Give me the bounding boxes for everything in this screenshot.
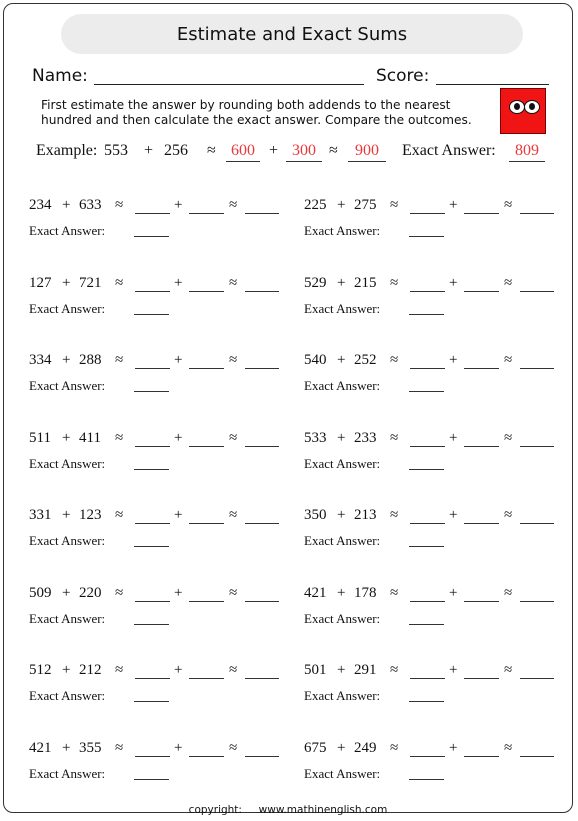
exact-answer-label: Exact Answer:: [304, 533, 381, 548]
addend-a: 512: [29, 662, 52, 678]
exact-answer-blank[interactable]: [409, 391, 444, 392]
approx-sign: ≈: [115, 274, 124, 291]
addend-a: 540: [304, 352, 327, 368]
copyright-label: copyright:: [188, 804, 242, 816]
approx-sign: ≈: [504, 429, 513, 446]
estimate-b-blank[interactable]: [464, 446, 499, 447]
plus-sign: +: [174, 584, 183, 601]
addend-b: 355: [79, 739, 102, 756]
estimate-b-blank[interactable]: [189, 291, 224, 292]
name-label: Name:: [32, 66, 88, 86]
addend-a: 127: [29, 274, 52, 291]
addend-b: 215: [354, 274, 377, 291]
approx-sign: ≈: [504, 739, 513, 756]
exact-answer-label: Exact Answer:: [304, 765, 381, 781]
approx-sign: ≈: [229, 584, 238, 601]
problem-9: [29, 507, 289, 557]
estimate-a-blank[interactable]: [135, 291, 170, 292]
addend-b: 275: [354, 197, 377, 213]
problem-16: [304, 740, 564, 790]
plus-sign: +: [174, 429, 183, 446]
approx-sign: ≈: [390, 739, 399, 756]
estimate-a-blank[interactable]: [410, 601, 445, 602]
plus-sign: +: [62, 429, 71, 446]
exact-answer-label: Exact Answer:: [304, 223, 381, 238]
estimate-sum-blank[interactable]: [245, 678, 279, 679]
approx-sign: ≈: [390, 197, 399, 213]
problem-6: [304, 352, 564, 402]
copyright-url[interactable]: www.mathinenglish.com: [258, 804, 388, 816]
plus-sign: +: [337, 352, 346, 368]
addend-b: 233: [354, 429, 377, 446]
plus-sign: +: [62, 739, 71, 756]
example-addend-b: 256: [164, 142, 188, 159]
score-field[interactable]: [436, 84, 549, 85]
addend-b: 721: [79, 274, 102, 291]
exact-answer-blank[interactable]: [409, 779, 444, 780]
exact-answer-blank[interactable]: [409, 624, 444, 625]
addend-b: 178: [354, 584, 377, 601]
exact-answer-blank[interactable]: [134, 624, 169, 625]
exact-answer-blank[interactable]: [134, 779, 169, 780]
approx-sign: ≈: [229, 352, 238, 368]
estimate-b-blank[interactable]: [464, 213, 499, 214]
plus-sign: +: [449, 507, 458, 523]
exact-answer-blank[interactable]: [134, 314, 169, 315]
plus-sign: +: [62, 662, 71, 678]
approx-sign: ≈: [504, 352, 513, 368]
estimate-sum-blank[interactable]: [520, 678, 554, 679]
estimate-sum-blank[interactable]: [245, 756, 279, 757]
exact-answer-label: Exact Answer:: [304, 378, 381, 393]
plus-sign: +: [449, 352, 458, 368]
estimate-sum-blank[interactable]: [520, 213, 554, 214]
estimate-a-blank[interactable]: [410, 756, 445, 757]
exact-answer-label: Exact Answer:: [304, 610, 381, 626]
approx-sign: ≈: [504, 507, 513, 523]
approx-sign: ≈: [229, 197, 238, 213]
plus-sign: +: [449, 197, 458, 213]
example-addend-a: 553: [104, 142, 128, 159]
estimate-b-blank[interactable]: [464, 368, 499, 369]
estimate-b-blank[interactable]: [189, 213, 224, 214]
owl-left-eye-icon: [509, 100, 525, 114]
estimate-sum-blank[interactable]: [245, 291, 279, 292]
estimate-b-blank[interactable]: [189, 756, 224, 757]
exact-answer-blank[interactable]: [409, 546, 444, 547]
exact-answer-blank[interactable]: [134, 236, 169, 237]
addend-a: 225: [304, 197, 327, 213]
estimate-b-blank[interactable]: [189, 601, 224, 602]
estimate-a-blank[interactable]: [410, 213, 445, 214]
exact-answer-blank[interactable]: [134, 391, 169, 392]
exact-answer-blank[interactable]: [409, 236, 444, 237]
example-row: [36, 142, 556, 166]
estimate-sum-blank[interactable]: [520, 291, 554, 292]
example-approx-2: ≈: [329, 142, 338, 159]
approx-sign: ≈: [390, 584, 399, 601]
exact-answer-blank[interactable]: [134, 546, 169, 547]
example-plus: +: [144, 142, 154, 159]
addend-a: 529: [304, 274, 327, 291]
exact-answer-blank[interactable]: [134, 701, 169, 702]
problem-15: [29, 740, 289, 790]
addend-a: 234: [29, 197, 52, 213]
plus-sign: +: [62, 584, 71, 601]
example-approx-1: ≈: [207, 142, 216, 159]
owl-mascot-icon: [500, 88, 546, 134]
plus-sign: +: [62, 197, 71, 213]
addend-a: 334: [29, 352, 52, 368]
problem-14: [304, 662, 564, 712]
approx-sign: ≈: [229, 507, 238, 523]
approx-sign: ≈: [390, 352, 399, 368]
estimate-a-blank[interactable]: [135, 678, 170, 679]
plus-sign: +: [449, 739, 458, 756]
estimate-a-blank[interactable]: [410, 368, 445, 369]
approx-sign: ≈: [115, 429, 124, 446]
name-field[interactable]: [94, 84, 364, 85]
estimate-b-blank[interactable]: [189, 446, 224, 447]
estimate-a-blank[interactable]: [410, 446, 445, 447]
addend-b: 633: [79, 197, 102, 213]
plus-sign: +: [174, 274, 183, 291]
estimate-a-blank[interactable]: [135, 523, 170, 524]
addend-a: 533: [304, 429, 327, 446]
estimate-sum-blank[interactable]: [520, 446, 554, 447]
addend-b: 123: [79, 507, 102, 523]
plus-sign: +: [337, 584, 346, 601]
approx-sign: ≈: [390, 429, 399, 446]
estimate-sum-blank[interactable]: [520, 601, 554, 602]
estimate-sum-blank[interactable]: [520, 523, 554, 524]
exact-answer-label: Exact Answer:: [29, 610, 106, 626]
estimate-b-blank[interactable]: [464, 291, 499, 292]
estimate-sum-blank[interactable]: [520, 368, 554, 369]
exact-answer-blank[interactable]: [409, 314, 444, 315]
approx-sign: ≈: [504, 662, 513, 678]
plus-sign: +: [62, 274, 71, 291]
plus-sign: +: [174, 662, 183, 678]
estimate-b-blank[interactable]: [189, 678, 224, 679]
exact-answer-blank[interactable]: [409, 701, 444, 702]
plus-sign: +: [62, 507, 71, 523]
problem-10: [304, 507, 564, 557]
estimate-a-blank[interactable]: [135, 368, 170, 369]
problem-3: [29, 275, 289, 325]
exact-answer-label: Exact Answer:: [29, 300, 106, 316]
addend-b: 212: [79, 662, 102, 678]
estimate-a-blank[interactable]: [410, 291, 445, 292]
problem-2: [304, 197, 564, 247]
exact-answer-blank[interactable]: [409, 469, 444, 470]
copyright-footer: [4, 804, 572, 816]
estimate-sum-blank[interactable]: [245, 368, 279, 369]
plus-sign: +: [337, 274, 346, 291]
plus-sign: +: [62, 352, 71, 368]
approx-sign: ≈: [504, 274, 513, 291]
exact-answer-label: Exact Answer:: [304, 300, 381, 316]
approx-sign: ≈: [115, 584, 124, 601]
plus-sign: +: [449, 584, 458, 601]
addend-a: 350: [304, 507, 327, 523]
estimate-a-blank[interactable]: [410, 678, 445, 679]
approx-sign: ≈: [390, 274, 399, 291]
approx-sign: ≈: [504, 584, 513, 601]
example-exact-label: Exact Answer:: [402, 142, 496, 159]
estimate-b-blank[interactable]: [189, 523, 224, 524]
example-estimate-sum: 900: [348, 142, 386, 162]
estimate-a-blank[interactable]: [135, 601, 170, 602]
problem-12: [304, 585, 564, 635]
estimate-a-blank[interactable]: [135, 446, 170, 447]
plus-sign: +: [337, 197, 346, 213]
problem-11: [29, 585, 289, 635]
worksheet-title: Estimate and Exact Sums: [61, 14, 523, 54]
plus-sign: +: [337, 507, 346, 523]
score-label: Score:: [376, 66, 430, 86]
problem-1: [29, 197, 289, 247]
approx-sign: ≈: [229, 429, 238, 446]
owl-right-eye-icon: [524, 100, 540, 114]
addend-b: 213: [354, 507, 377, 523]
approx-sign: ≈: [229, 739, 238, 756]
example-label: Example:: [36, 142, 98, 159]
estimate-sum-blank[interactable]: [245, 446, 279, 447]
plus-sign: +: [174, 739, 183, 756]
exact-answer-blank[interactable]: [134, 469, 169, 470]
approx-sign: ≈: [115, 507, 124, 523]
plus-sign: +: [174, 197, 183, 213]
exact-answer-label: Exact Answer:: [29, 223, 106, 238]
plus-sign: +: [337, 662, 346, 678]
problem-13: [29, 662, 289, 712]
example-plus-2: +: [269, 142, 279, 159]
addend-a: 675: [304, 739, 327, 756]
plus-sign: +: [449, 429, 458, 446]
addend-a: 421: [29, 739, 52, 756]
worksheet-page: [3, 3, 573, 816]
plus-sign: +: [449, 662, 458, 678]
addend-a: 501: [304, 662, 327, 678]
exact-answer-label: Exact Answer:: [29, 378, 106, 393]
problem-5: [29, 352, 289, 402]
instructions: First estimate the answer by rounding both addends to the nearest hundred and then calculate the exact answer. Compare the outcomes.: [41, 98, 472, 127]
approx-sign: ≈: [229, 662, 238, 678]
example-estimate-b: 300: [286, 142, 322, 162]
approx-sign: ≈: [115, 197, 124, 213]
estimate-sum-blank[interactable]: [245, 523, 279, 524]
problem-8: [304, 430, 564, 480]
addend-a: 421: [304, 584, 327, 601]
plus-sign: +: [337, 429, 346, 446]
addend-b: 249: [354, 739, 377, 756]
estimate-b-blank[interactable]: [464, 523, 499, 524]
exact-answer-label: Exact Answer:: [29, 455, 106, 471]
plus-sign: +: [174, 507, 183, 523]
problem-7: [29, 430, 289, 480]
plus-sign: +: [337, 739, 346, 756]
estimate-b-blank[interactable]: [464, 601, 499, 602]
exact-answer-label: Exact Answer:: [29, 688, 106, 703]
addend-b: 288: [79, 352, 102, 368]
addend-a: 511: [29, 429, 51, 446]
approx-sign: ≈: [115, 739, 124, 756]
estimate-b-blank[interactable]: [464, 678, 499, 679]
addend-b: 291: [354, 662, 377, 678]
estimate-b-blank[interactable]: [189, 368, 224, 369]
plus-sign: +: [174, 352, 183, 368]
estimate-a-blank[interactable]: [410, 523, 445, 524]
approx-sign: ≈: [504, 197, 513, 213]
problem-4: [304, 275, 564, 325]
estimate-sum-blank[interactable]: [245, 601, 279, 602]
approx-sign: ≈: [115, 662, 124, 678]
example-estimate-a: 600: [226, 142, 260, 162]
estimate-b-blank[interactable]: [464, 756, 499, 757]
exact-answer-label: Exact Answer:: [29, 765, 106, 781]
addend-a: 509: [29, 584, 52, 601]
plus-sign: +: [449, 274, 458, 291]
estimate-a-blank[interactable]: [135, 756, 170, 757]
exact-answer-label: Exact Answer:: [304, 455, 381, 471]
approx-sign: ≈: [390, 662, 399, 678]
estimate-a-blank[interactable]: [135, 213, 170, 214]
approx-sign: ≈: [115, 352, 124, 368]
approx-sign: ≈: [390, 507, 399, 523]
addend-b: 252: [354, 352, 377, 368]
estimate-sum-blank[interactable]: [245, 213, 279, 214]
addend-b: 411: [79, 429, 101, 446]
example-exact-answer: 809: [509, 142, 545, 162]
approx-sign: ≈: [229, 274, 238, 291]
estimate-sum-blank[interactable]: [520, 756, 554, 757]
exact-answer-label: Exact Answer:: [304, 688, 381, 703]
exact-answer-label: Exact Answer:: [29, 533, 106, 548]
addend-b: 220: [79, 584, 102, 601]
addend-a: 331: [29, 507, 52, 523]
